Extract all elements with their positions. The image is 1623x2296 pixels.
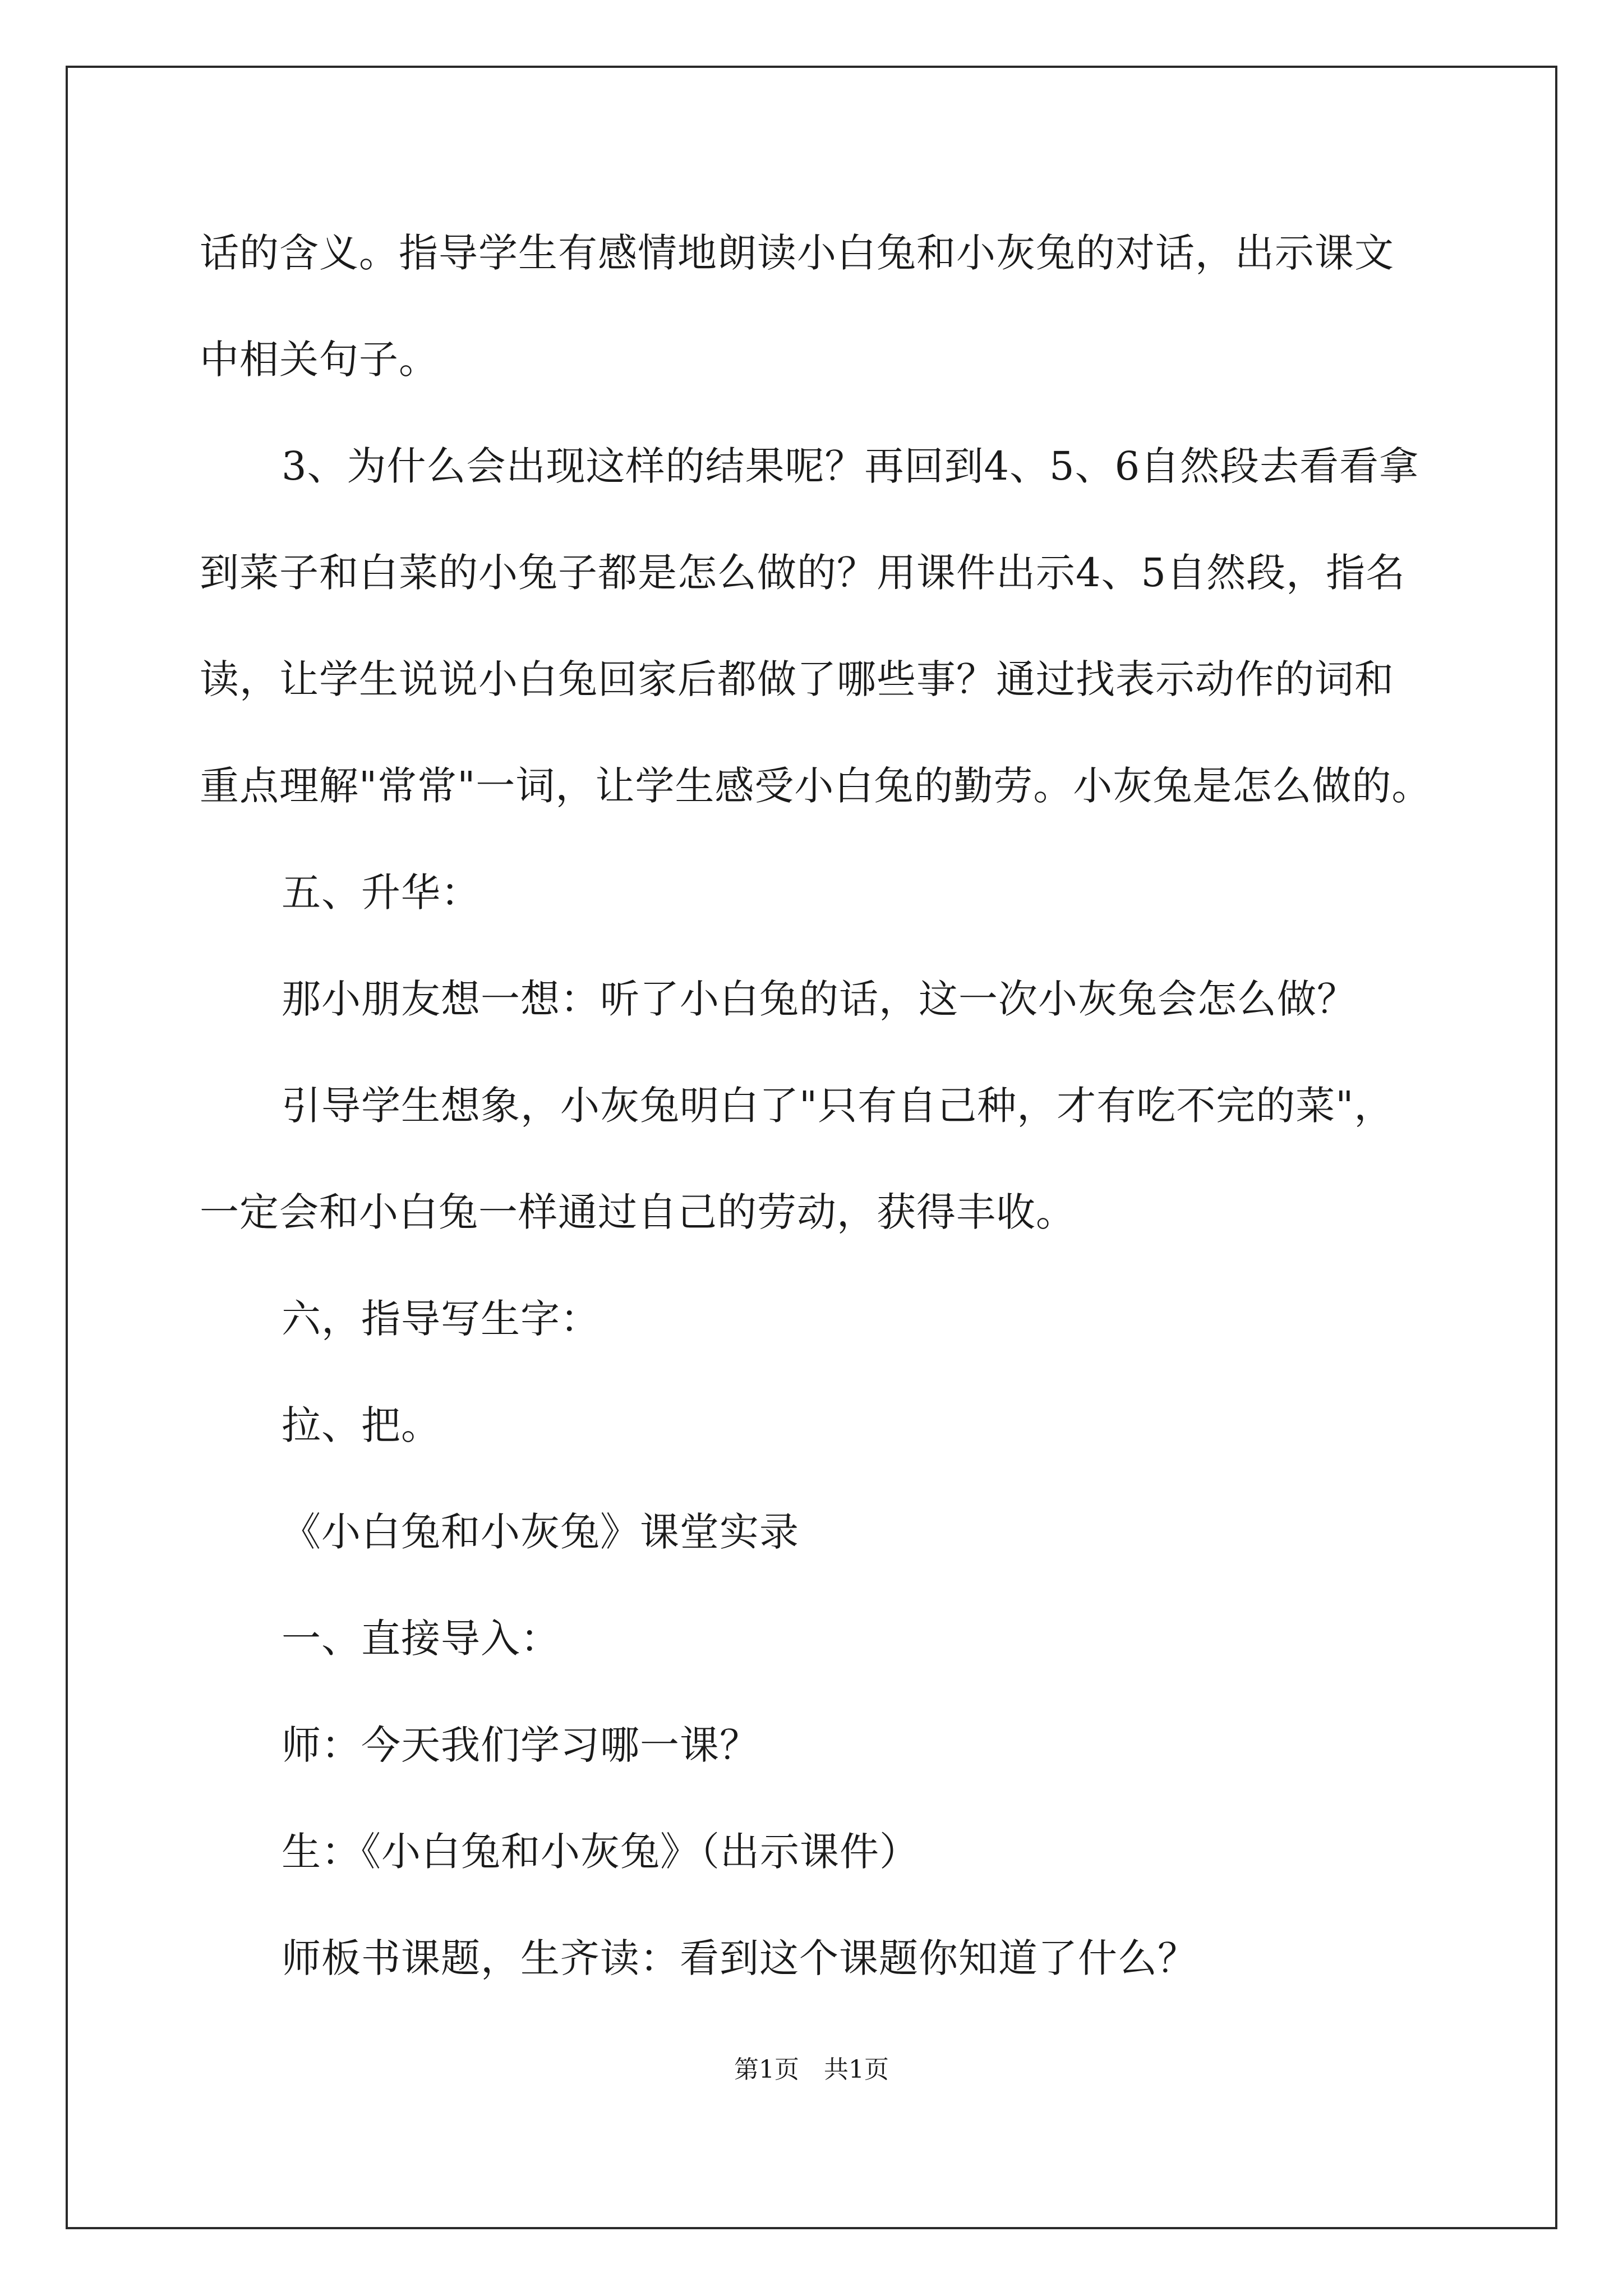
body-line: 重点理解"常常"一词，让学生感受小白兔的勤劳。小灰兔是怎么做的。 <box>200 763 1432 809</box>
page-footer: 第1页 共1页 <box>734 2055 889 2084</box>
body-line: 话的含义。指导学生有感情地朗读小白兔和小灰兔的对话，出示课文 <box>200 230 1394 276</box>
body-line: 中相关句子。 <box>200 337 439 383</box>
body-line: 拉、把。 <box>282 1402 441 1448</box>
body-line: 那小朋友想一想：听了小白兔的话，这一次小灰兔会怎么做？ <box>282 976 1357 1022</box>
body-line: 引导学生想象，小灰兔明白了"只有自己种，才有吃不完的菜"， <box>282 1083 1394 1129</box>
body-line: 到菜子和白菜的小兔子都是怎么做的？用课件出示4、5自然段，指名 <box>200 550 1406 596</box>
section-heading: 一、直接导入： <box>282 1616 560 1662</box>
body-line: 3、为什么会出现这样的结果呢？再回到4、5、6自然段去看看拿 <box>282 443 1419 489</box>
section-heading: 六，指导写生字： <box>282 1296 600 1342</box>
document-subtitle: 《小白兔和小灰兔》课堂实录 <box>282 1509 799 1555</box>
section-heading: 五、升华： <box>282 869 481 915</box>
document-body <box>200 217 1461 2028</box>
body-line: 读，让学生说说小白兔回家后都做了哪些事？通过找表示动作的词和 <box>200 656 1394 702</box>
body-line: 师板书课题，生齐读：看到这个课题你知道了什么？ <box>282 1935 1197 1981</box>
body-line: 生：《小白兔和小灰兔》（出示课件） <box>282 1829 919 1875</box>
body-line: 师：今天我们学习哪一课？ <box>282 1722 759 1768</box>
body-line: 一定会和小白兔一样通过自己的劳动，获得丰收。 <box>200 1189 1076 1235</box>
